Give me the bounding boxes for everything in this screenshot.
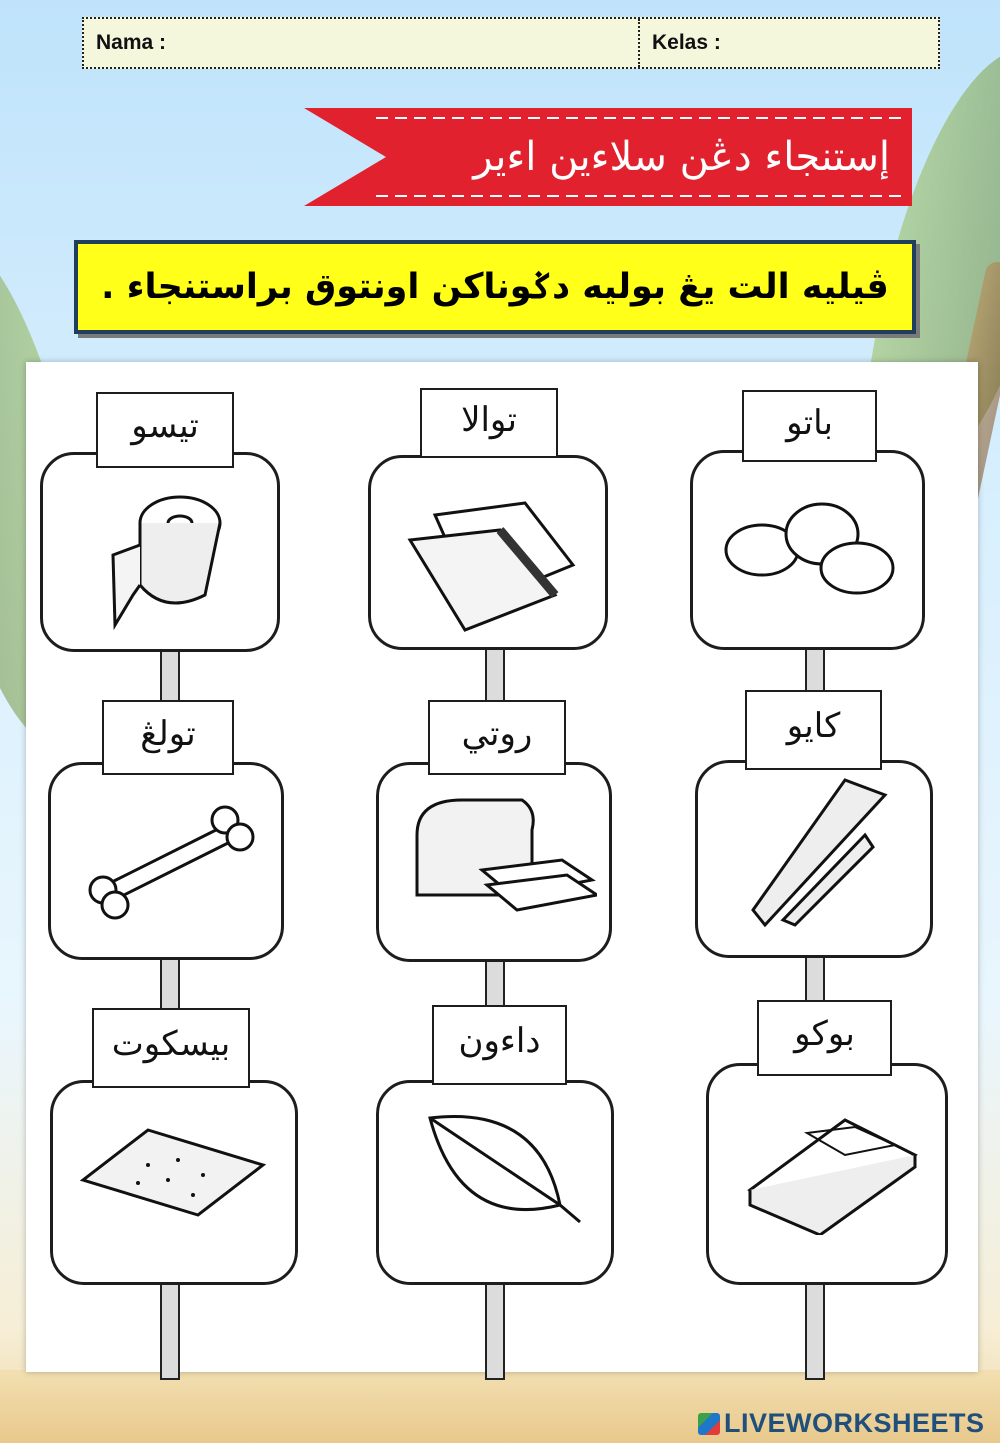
choice-label: توالا [420, 388, 558, 458]
stones-icon [722, 498, 897, 598]
choice-label: کايو [745, 690, 882, 770]
instruction-box [74, 240, 916, 334]
biscuit-icon [78, 1125, 268, 1220]
wood-icon [745, 775, 890, 935]
choice-label: بيسکوت [92, 1008, 250, 1088]
worksheet-title: إستنجاء دڠن سلاءين اءير [473, 134, 890, 180]
class-label: Kelas : [652, 31, 721, 54]
brand-icon [698, 1413, 720, 1435]
bread-icon [412, 795, 597, 920]
name-label: Nama : [96, 31, 167, 54]
choice-label: باتو [742, 390, 877, 462]
leaf-icon [420, 1110, 585, 1235]
toilet-paper-icon [95, 485, 230, 630]
liveworksheets-logo [698, 1408, 985, 1439]
choice-label: تولڠ [102, 700, 234, 775]
student-info-bar [82, 17, 940, 69]
bone-icon [85, 805, 255, 925]
choice-label: داءون [432, 1005, 567, 1085]
brand-name: LIVEWORKSHEETS [724, 1408, 985, 1438]
info-divider [638, 19, 640, 67]
choice-label: تيسو [96, 392, 234, 468]
towel-icon [405, 495, 580, 635]
choice-label: بوکو [757, 1000, 892, 1076]
instruction-text: ڤيليه الت يڠ بوليه دݢوناکن اونتوق براستنجاء . [101, 267, 889, 307]
choice-label: روتي [428, 700, 566, 775]
book-icon [745, 1115, 920, 1235]
